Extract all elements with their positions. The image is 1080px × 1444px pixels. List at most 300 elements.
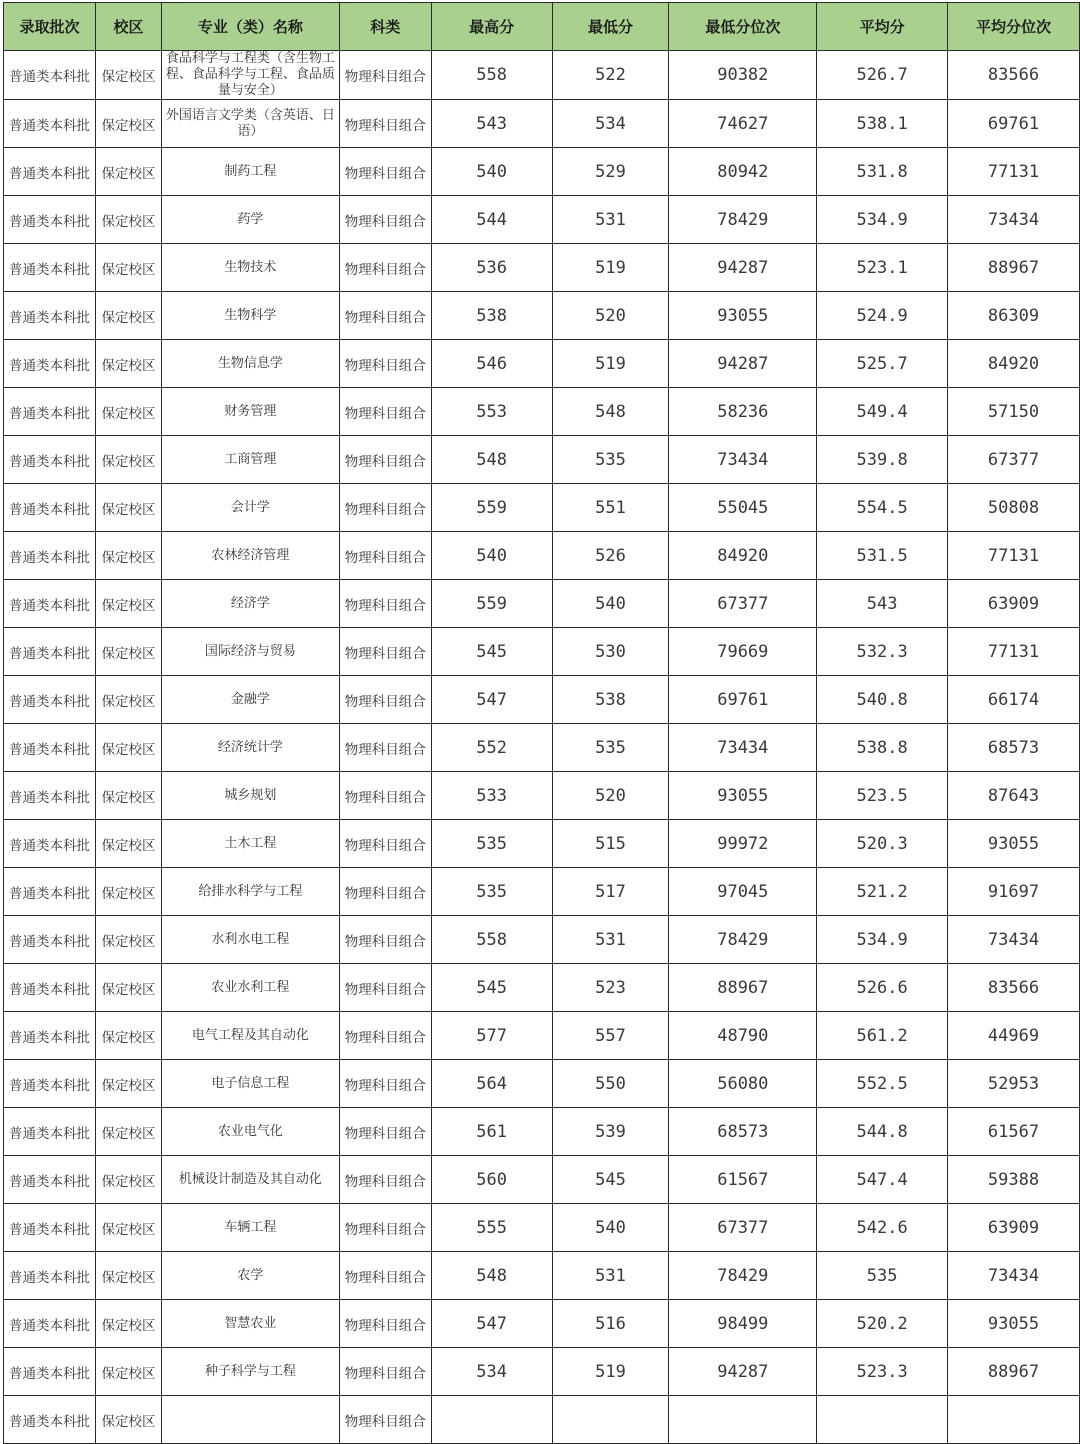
max-score-cell: 535 — [431, 868, 552, 916]
batch-cell: 普通类本科批 — [4, 340, 96, 388]
subject-cell: 物理科目组合 — [339, 1300, 431, 1348]
max-score-cell: 555 — [431, 1204, 552, 1252]
avg-rank-cell: 86309 — [948, 292, 1080, 340]
max-score-cell: 561 — [431, 1108, 552, 1156]
avg-rank-cell: 63909 — [948, 580, 1080, 628]
table-row — [4, 1108, 1080, 1156]
table-row — [4, 628, 1080, 676]
subject-cell: 物理科目组合 — [339, 580, 431, 628]
major-cell: 农林经济管理 — [161, 532, 339, 580]
min-rank-cell: 78429 — [669, 916, 817, 964]
min-score-cell: 535 — [552, 724, 669, 772]
avg-rank-cell — [948, 1396, 1080, 1444]
major-cell: 水利水电工程 — [161, 916, 339, 964]
min-score-cell: 530 — [552, 628, 669, 676]
min-rank-cell: 88967 — [669, 964, 817, 1012]
min-score-cell: 539 — [552, 1108, 669, 1156]
major-cell: 种子科学与工程 — [161, 1348, 339, 1396]
max-score-cell: 559 — [431, 580, 552, 628]
batch-cell: 普通类本科批 — [4, 868, 96, 916]
min-rank-cell: 69761 — [669, 676, 817, 724]
avg-score-cell: 526.7 — [817, 51, 948, 100]
batch-cell: 普通类本科批 — [4, 1060, 96, 1108]
batch-cell: 普通类本科批 — [4, 436, 96, 484]
table-row — [4, 292, 1080, 340]
subject-cell: 物理科目组合 — [339, 51, 431, 100]
major-cell: 会计学 — [161, 484, 339, 532]
avg-rank-cell: 73434 — [948, 916, 1080, 964]
max-score-cell: 544 — [431, 196, 552, 244]
table-row — [4, 51, 1080, 100]
admission-score-table — [3, 2, 1080, 1444]
min-rank-cell: 55045 — [669, 484, 817, 532]
min-score-cell: 557 — [552, 1012, 669, 1060]
table-row — [4, 1156, 1080, 1204]
major-cell: 经济学 — [161, 580, 339, 628]
subject-cell: 物理科目组合 — [339, 820, 431, 868]
table-row — [4, 1204, 1080, 1252]
campus-cell: 保定校区 — [95, 436, 161, 484]
subject-cell: 物理科目组合 — [339, 292, 431, 340]
table-row — [4, 724, 1080, 772]
avg-score-cell: 534.9 — [817, 916, 948, 964]
avg-rank-cell: 91697 — [948, 868, 1080, 916]
table-row — [4, 580, 1080, 628]
avg-score-cell: 523.1 — [817, 244, 948, 292]
major-cell: 电子信息工程 — [161, 1060, 339, 1108]
avg-score-cell: 532.3 — [817, 628, 948, 676]
campus-cell: 保定校区 — [95, 1204, 161, 1252]
avg-rank-cell: 66174 — [948, 676, 1080, 724]
min-rank-cell: 93055 — [669, 772, 817, 820]
campus-cell: 保定校区 — [95, 676, 161, 724]
max-score-cell: 559 — [431, 484, 552, 532]
header-min-score-rank: 最低分位次 — [669, 3, 817, 51]
header-campus: 校区 — [95, 3, 161, 51]
avg-score-cell: 531.8 — [817, 148, 948, 196]
subject-cell: 物理科目组合 — [339, 196, 431, 244]
campus-cell: 保定校区 — [95, 484, 161, 532]
max-score-cell: 538 — [431, 292, 552, 340]
major-cell: 经济统计学 — [161, 724, 339, 772]
batch-cell: 普通类本科批 — [4, 244, 96, 292]
avg-score-cell: 554.5 — [817, 484, 948, 532]
avg-score-cell: 534.9 — [817, 196, 948, 244]
avg-score-cell — [817, 1396, 948, 1444]
avg-rank-cell: 87643 — [948, 772, 1080, 820]
batch-cell: 普通类本科批 — [4, 964, 96, 1012]
avg-rank-cell: 77131 — [948, 532, 1080, 580]
avg-rank-cell: 88967 — [948, 1348, 1080, 1396]
min-rank-cell: 67377 — [669, 580, 817, 628]
avg-rank-cell: 83566 — [948, 51, 1080, 100]
min-score-cell: 534 — [552, 100, 669, 148]
min-score-cell: 519 — [552, 340, 669, 388]
avg-score-cell: 538.1 — [817, 100, 948, 148]
major-cell: 药学 — [161, 196, 339, 244]
header-row — [4, 3, 1080, 51]
major-cell: 给排水科学与工程 — [161, 868, 339, 916]
major-cell: 城乡规划 — [161, 772, 339, 820]
campus-cell: 保定校区 — [95, 148, 161, 196]
min-score-cell: 538 — [552, 676, 669, 724]
table-row — [4, 196, 1080, 244]
avg-rank-cell: 73434 — [948, 196, 1080, 244]
min-score-cell: 551 — [552, 484, 669, 532]
major-cell: 食品科学与工程类（含生物工程、食品科学与工程、食品质量与安全） — [161, 51, 339, 100]
subject-cell: 物理科目组合 — [339, 100, 431, 148]
major-cell: 电气工程及其自动化 — [161, 1012, 339, 1060]
min-rank-cell: 73434 — [669, 724, 817, 772]
table-row — [4, 1300, 1080, 1348]
max-score-cell: 533 — [431, 772, 552, 820]
major-cell: 土木工程 — [161, 820, 339, 868]
campus-cell: 保定校区 — [95, 964, 161, 1012]
min-rank-cell: 90382 — [669, 51, 817, 100]
table-row — [4, 388, 1080, 436]
table-row — [4, 868, 1080, 916]
avg-rank-cell: 77131 — [948, 628, 1080, 676]
min-score-cell: 526 — [552, 532, 669, 580]
max-score-cell — [431, 1396, 552, 1444]
subject-cell: 物理科目组合 — [339, 916, 431, 964]
min-score-cell — [552, 1396, 669, 1444]
campus-cell: 保定校区 — [95, 196, 161, 244]
subject-cell: 物理科目组合 — [339, 676, 431, 724]
subject-cell: 物理科目组合 — [339, 148, 431, 196]
campus-cell: 保定校区 — [95, 100, 161, 148]
table-row — [4, 100, 1080, 148]
avg-rank-cell: 63909 — [948, 1204, 1080, 1252]
max-score-cell: 553 — [431, 388, 552, 436]
campus-cell: 保定校区 — [95, 1108, 161, 1156]
avg-rank-cell: 57150 — [948, 388, 1080, 436]
subject-cell: 物理科目组合 — [339, 1204, 431, 1252]
min-rank-cell: 48790 — [669, 1012, 817, 1060]
batch-cell: 普通类本科批 — [4, 916, 96, 964]
max-score-cell: 564 — [431, 1060, 552, 1108]
min-score-cell: 540 — [552, 1204, 669, 1252]
major-cell: 农学 — [161, 1252, 339, 1300]
campus-cell: 保定校区 — [95, 772, 161, 820]
min-rank-cell: 94287 — [669, 244, 817, 292]
min-rank-cell: 97045 — [669, 868, 817, 916]
avg-score-cell: 540.8 — [817, 676, 948, 724]
batch-cell: 普通类本科批 — [4, 532, 96, 580]
avg-score-cell: 531.5 — [817, 532, 948, 580]
max-score-cell: 552 — [431, 724, 552, 772]
avg-rank-cell: 50808 — [948, 484, 1080, 532]
batch-cell: 普通类本科批 — [4, 196, 96, 244]
header-avg-score: 平均分 — [817, 3, 948, 51]
batch-cell: 普通类本科批 — [4, 580, 96, 628]
subject-cell: 物理科目组合 — [339, 244, 431, 292]
campus-cell: 保定校区 — [95, 532, 161, 580]
min-rank-cell: 99972 — [669, 820, 817, 868]
table-row — [4, 1012, 1080, 1060]
max-score-cell: 577 — [431, 1012, 552, 1060]
min-score-cell: 515 — [552, 820, 669, 868]
subject-cell: 物理科目组合 — [339, 868, 431, 916]
min-score-cell: 519 — [552, 244, 669, 292]
min-score-cell: 522 — [552, 51, 669, 100]
batch-cell: 普通类本科批 — [4, 724, 96, 772]
subject-cell: 物理科目组合 — [339, 532, 431, 580]
subject-cell: 物理科目组合 — [339, 772, 431, 820]
avg-rank-cell: 44969 — [948, 1012, 1080, 1060]
major-cell: 车辆工程 — [161, 1204, 339, 1252]
major-cell: 财务管理 — [161, 388, 339, 436]
campus-cell: 保定校区 — [95, 1060, 161, 1108]
batch-cell: 普通类本科批 — [4, 1300, 96, 1348]
batch-cell: 普通类本科批 — [4, 388, 96, 436]
min-rank-cell: 84920 — [669, 532, 817, 580]
campus-cell: 保定校区 — [95, 1012, 161, 1060]
major-cell: 机械设计制造及其自动化 — [161, 1156, 339, 1204]
avg-score-cell: 552.5 — [817, 1060, 948, 1108]
avg-rank-cell: 69761 — [948, 100, 1080, 148]
avg-rank-cell: 83566 — [948, 964, 1080, 1012]
major-cell: 制药工程 — [161, 148, 339, 196]
table-row — [4, 148, 1080, 196]
min-score-cell: 516 — [552, 1300, 669, 1348]
min-rank-cell: 78429 — [669, 1252, 817, 1300]
batch-cell: 普通类本科批 — [4, 484, 96, 532]
campus-cell: 保定校区 — [95, 388, 161, 436]
batch-cell: 普通类本科批 — [4, 1252, 96, 1300]
table-row — [4, 244, 1080, 292]
header-min-score: 最低分 — [552, 3, 669, 51]
table-row — [4, 532, 1080, 580]
subject-cell: 物理科目组合 — [339, 340, 431, 388]
major-cell: 农业水利工程 — [161, 964, 339, 1012]
min-score-cell: 523 — [552, 964, 669, 1012]
min-rank-cell: 58236 — [669, 388, 817, 436]
min-score-cell: 531 — [552, 196, 669, 244]
avg-score-cell: 542.6 — [817, 1204, 948, 1252]
batch-cell: 普通类本科批 — [4, 148, 96, 196]
header-subject-type: 科类 — [339, 3, 431, 51]
table-row — [4, 1252, 1080, 1300]
max-score-cell: 545 — [431, 964, 552, 1012]
max-score-cell: 545 — [431, 628, 552, 676]
max-score-cell: 536 — [431, 244, 552, 292]
major-cell: 工商管理 — [161, 436, 339, 484]
avg-rank-cell: 59388 — [948, 1156, 1080, 1204]
subject-cell: 物理科目组合 — [339, 628, 431, 676]
avg-rank-cell: 93055 — [948, 1300, 1080, 1348]
max-score-cell: 558 — [431, 51, 552, 100]
max-score-cell: 548 — [431, 436, 552, 484]
table-row — [4, 772, 1080, 820]
avg-score-cell: 521.2 — [817, 868, 948, 916]
batch-cell: 普通类本科批 — [4, 100, 96, 148]
avg-rank-cell: 52953 — [948, 1060, 1080, 1108]
campus-cell: 保定校区 — [95, 51, 161, 100]
campus-cell: 保定校区 — [95, 820, 161, 868]
min-score-cell: 545 — [552, 1156, 669, 1204]
batch-cell: 普通类本科批 — [4, 51, 96, 100]
campus-cell: 保定校区 — [95, 1300, 161, 1348]
subject-cell: 物理科目组合 — [339, 388, 431, 436]
batch-cell: 普通类本科批 — [4, 1012, 96, 1060]
avg-score-cell: 549.4 — [817, 388, 948, 436]
campus-cell: 保定校区 — [95, 580, 161, 628]
avg-score-cell: 543 — [817, 580, 948, 628]
min-score-cell: 531 — [552, 916, 669, 964]
avg-rank-cell: 67377 — [948, 436, 1080, 484]
min-rank-cell: 67377 — [669, 1204, 817, 1252]
major-cell: 智慧农业 — [161, 1300, 339, 1348]
table-row — [4, 484, 1080, 532]
avg-score-cell: 538.8 — [817, 724, 948, 772]
avg-rank-cell: 77131 — [948, 148, 1080, 196]
campus-cell: 保定校区 — [95, 628, 161, 676]
campus-cell: 保定校区 — [95, 244, 161, 292]
min-score-cell: 520 — [552, 772, 669, 820]
avg-score-cell: 561.2 — [817, 1012, 948, 1060]
subject-cell: 物理科目组合 — [339, 964, 431, 1012]
min-score-cell: 535 — [552, 436, 669, 484]
major-cell: 生物科学 — [161, 292, 339, 340]
avg-rank-cell: 61567 — [948, 1108, 1080, 1156]
campus-cell: 保定校区 — [95, 868, 161, 916]
major-cell: 国际经济与贸易 — [161, 628, 339, 676]
table-row — [4, 1060, 1080, 1108]
avg-score-cell: 547.4 — [817, 1156, 948, 1204]
min-score-cell: 531 — [552, 1252, 669, 1300]
min-score-cell: 540 — [552, 580, 669, 628]
max-score-cell: 546 — [431, 340, 552, 388]
min-rank-cell: 98499 — [669, 1300, 817, 1348]
max-score-cell: 535 — [431, 820, 552, 868]
batch-cell: 普通类本科批 — [4, 628, 96, 676]
min-rank-cell: 74627 — [669, 100, 817, 148]
batch-cell: 普通类本科批 — [4, 1396, 96, 1444]
batch-cell: 普通类本科批 — [4, 772, 96, 820]
avg-score-cell: 524.9 — [817, 292, 948, 340]
subject-cell: 物理科目组合 — [339, 1396, 431, 1444]
avg-score-cell: 539.8 — [817, 436, 948, 484]
table-body — [4, 51, 1080, 1444]
table-row — [4, 1348, 1080, 1396]
min-rank-cell — [669, 1396, 817, 1444]
batch-cell: 普通类本科批 — [4, 1204, 96, 1252]
table-row — [4, 676, 1080, 724]
major-cell: 农业电气化 — [161, 1108, 339, 1156]
campus-cell: 保定校区 — [95, 1156, 161, 1204]
campus-cell: 保定校区 — [95, 292, 161, 340]
batch-cell: 普通类本科批 — [4, 1348, 96, 1396]
campus-cell: 保定校区 — [95, 340, 161, 388]
subject-cell: 物理科目组合 — [339, 1060, 431, 1108]
header-admission-batch: 录取批次 — [4, 3, 96, 51]
campus-cell: 保定校区 — [95, 1348, 161, 1396]
max-score-cell: 534 — [431, 1348, 552, 1396]
major-cell: 外国语言文学类（含英语、日语） — [161, 100, 339, 148]
min-score-cell: 529 — [552, 148, 669, 196]
min-rank-cell: 56080 — [669, 1060, 817, 1108]
avg-rank-cell: 68573 — [948, 724, 1080, 772]
avg-score-cell: 523.5 — [817, 772, 948, 820]
subject-cell: 物理科目组合 — [339, 484, 431, 532]
max-score-cell: 558 — [431, 916, 552, 964]
min-rank-cell: 61567 — [669, 1156, 817, 1204]
subject-cell: 物理科目组合 — [339, 724, 431, 772]
major-cell: 金融学 — [161, 676, 339, 724]
min-score-cell: 548 — [552, 388, 669, 436]
avg-rank-cell: 73434 — [948, 1252, 1080, 1300]
table-row — [4, 340, 1080, 388]
max-score-cell: 548 — [431, 1252, 552, 1300]
max-score-cell: 540 — [431, 532, 552, 580]
major-cell: 生物信息学 — [161, 340, 339, 388]
table-row — [4, 436, 1080, 484]
avg-score-cell: 520.2 — [817, 1300, 948, 1348]
table-row — [4, 964, 1080, 1012]
max-score-cell: 547 — [431, 1300, 552, 1348]
table-row — [4, 820, 1080, 868]
avg-score-cell: 535 — [817, 1252, 948, 1300]
major-cell — [161, 1396, 339, 1444]
subject-cell: 物理科目组合 — [339, 1348, 431, 1396]
min-rank-cell: 93055 — [669, 292, 817, 340]
max-score-cell: 547 — [431, 676, 552, 724]
major-cell: 生物技术 — [161, 244, 339, 292]
avg-rank-cell: 88967 — [948, 244, 1080, 292]
batch-cell: 普通类本科批 — [4, 820, 96, 868]
batch-cell: 普通类本科批 — [4, 1156, 96, 1204]
min-rank-cell: 94287 — [669, 1348, 817, 1396]
min-rank-cell: 68573 — [669, 1108, 817, 1156]
min-score-cell: 519 — [552, 1348, 669, 1396]
campus-cell: 保定校区 — [95, 1252, 161, 1300]
campus-cell: 保定校区 — [95, 724, 161, 772]
subject-cell: 物理科目组合 — [339, 436, 431, 484]
max-score-cell: 543 — [431, 100, 552, 148]
avg-rank-cell: 93055 — [948, 820, 1080, 868]
min-score-cell: 517 — [552, 868, 669, 916]
header-max-score: 最高分 — [431, 3, 552, 51]
table-row — [4, 916, 1080, 964]
min-rank-cell: 73434 — [669, 436, 817, 484]
min-rank-cell: 78429 — [669, 196, 817, 244]
subject-cell: 物理科目组合 — [339, 1252, 431, 1300]
max-score-cell: 560 — [431, 1156, 552, 1204]
header-avg-score-rank: 平均分位次 — [948, 3, 1080, 51]
subject-cell: 物理科目组合 — [339, 1012, 431, 1060]
header-major-name: 专业（类）名称 — [161, 3, 339, 51]
avg-score-cell: 520.3 — [817, 820, 948, 868]
batch-cell: 普通类本科批 — [4, 1108, 96, 1156]
min-rank-cell: 79669 — [669, 628, 817, 676]
avg-rank-cell: 84920 — [948, 340, 1080, 388]
campus-cell: 保定校区 — [95, 916, 161, 964]
avg-score-cell: 544.8 — [817, 1108, 948, 1156]
min-score-cell: 550 — [552, 1060, 669, 1108]
max-score-cell: 540 — [431, 148, 552, 196]
avg-score-cell: 526.6 — [817, 964, 948, 1012]
subject-cell: 物理科目组合 — [339, 1156, 431, 1204]
table-row — [4, 1396, 1080, 1444]
min-rank-cell: 80942 — [669, 148, 817, 196]
subject-cell: 物理科目组合 — [339, 1108, 431, 1156]
batch-cell: 普通类本科批 — [4, 676, 96, 724]
batch-cell: 普通类本科批 — [4, 292, 96, 340]
min-rank-cell: 94287 — [669, 340, 817, 388]
min-score-cell: 520 — [552, 292, 669, 340]
campus-cell: 保定校区 — [95, 1396, 161, 1444]
